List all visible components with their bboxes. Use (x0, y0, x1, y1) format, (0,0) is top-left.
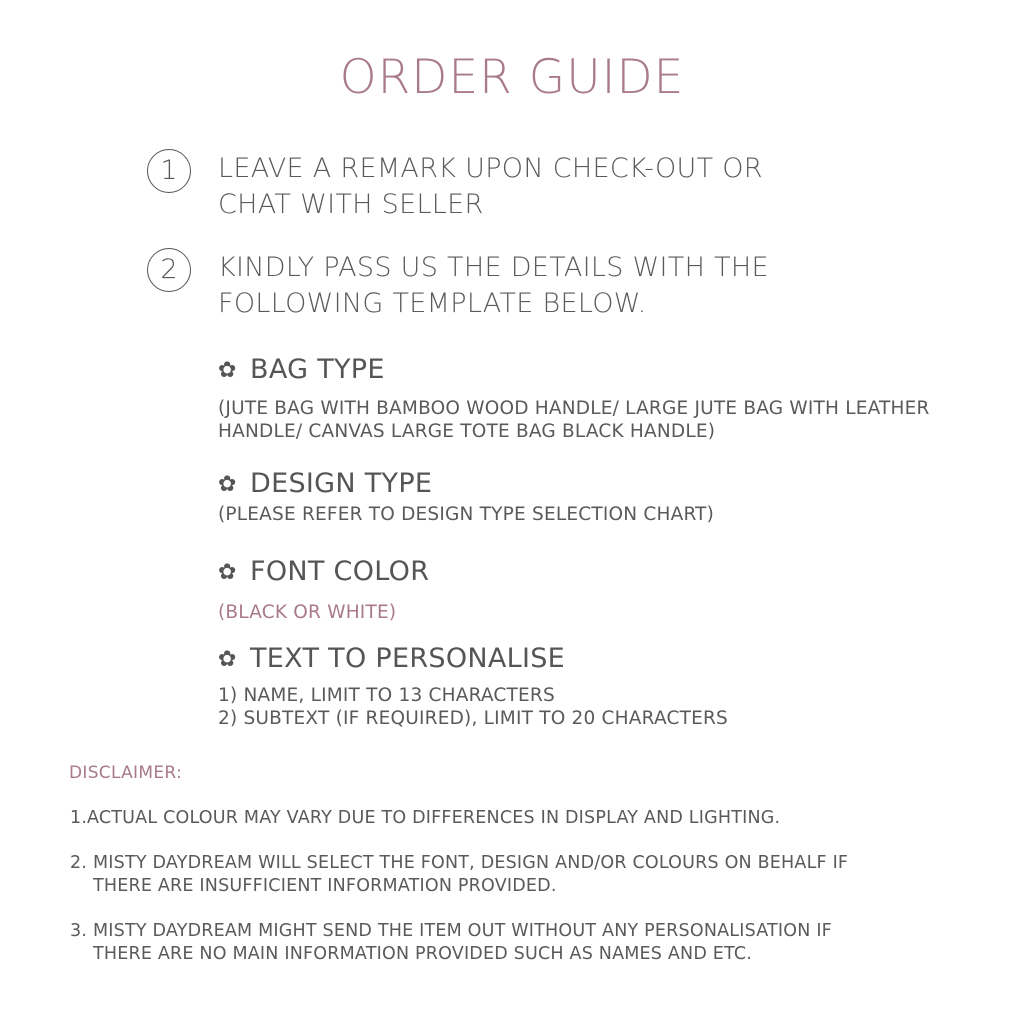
disclaimer-line: THERE ARE NO MAIN INFORMATION PROVIDED SUCH AS NAMES AND ETC. (93, 944, 753, 964)
detail-line: HANDLE/ CANVAS LARGE TOTE BAG BLACK HANDLE) (218, 421, 716, 442)
template-item-font-color (218, 556, 1008, 624)
template-item-detail (218, 503, 1008, 526)
template-item-bag-type (218, 354, 1008, 443)
step-text-line: LEAVE A REMARK UPON CHECK-OUT OR (218, 153, 763, 184)
disclaimer-point-text (93, 920, 832, 966)
disclaimer-line: MISTY DAYDREAM MIGHT SEND THE ITEM OUT WITHOUT ANY PERSONALISATION IF (93, 921, 832, 941)
template-item-text-to-personalise (218, 643, 1008, 730)
template-item-detail (218, 601, 1008, 624)
step-text (218, 250, 769, 322)
disclaimer-point-text (87, 807, 780, 830)
disclaimer-point-number: 2. (70, 853, 88, 873)
template-item-heading: ✿ TEXT TO PERSONALISE (218, 643, 566, 674)
template-item-heading: ✿ BAG TYPE (218, 354, 385, 385)
disclaimer-point-text (93, 852, 848, 898)
disclaimer-point-number: 1. (70, 808, 88, 828)
detail-line: (JUTE BAG WITH BAMBOO WOOD HANDLE/ LARGE JUTE BAG WITH LEATHER (218, 398, 930, 419)
template-item-heading: ✿ FONT COLOR (218, 556, 430, 587)
disclaimer-line: MISTY DAYDREAM WILL SELECT THE FONT, DESIGN AND/OR COLOURS ON BEHALF IF (93, 853, 849, 873)
template-item-detail (218, 684, 1008, 730)
flower-icon: ✿ (218, 358, 237, 383)
step-number-circle: 2 (147, 248, 191, 292)
flower-icon: ✿ (218, 647, 237, 672)
detail-line: 2) SUBTEXT (IF REQUIRED), LIMIT TO 20 CHARACTERS (218, 708, 728, 729)
template-item-design-type (218, 468, 1008, 526)
step-text-line: FOLLOWING TEMPLATE BELOW. (218, 288, 647, 319)
template-item-detail (218, 397, 1008, 443)
step-text-line: KINDLY PASS US THE DETAILS WITH THE (218, 252, 769, 283)
page-title: ORDER GUIDE (339, 50, 685, 105)
step-text (218, 151, 763, 223)
detail-line: (BLACK OR WHITE) (218, 602, 397, 623)
step-number-circle: 1 (147, 149, 191, 193)
disclaimer-point-number: 3. (70, 921, 88, 941)
step-text-line: CHAT WITH SELLER (218, 189, 484, 220)
flower-icon: ✿ (218, 560, 237, 585)
disclaimer-title: DISCLAIMER: (69, 763, 182, 783)
detail-line: (PLEASE REFER TO DESIGN TYPE SELECTION CHART) (218, 504, 715, 525)
flower-icon: ✿ (218, 472, 237, 497)
template-item-heading: ✿ DESIGN TYPE (218, 468, 433, 499)
disclaimer-line: ACTUAL COLOUR MAY VARY DUE TO DIFFERENCES IN DISPLAY AND LIGHTING. (87, 808, 781, 828)
disclaimer-line: THERE ARE INSUFFICIENT INFORMATION PROVIDED. (93, 876, 557, 896)
detail-line: 1) NAME, LIMIT TO 13 CHARACTERS (218, 685, 555, 706)
